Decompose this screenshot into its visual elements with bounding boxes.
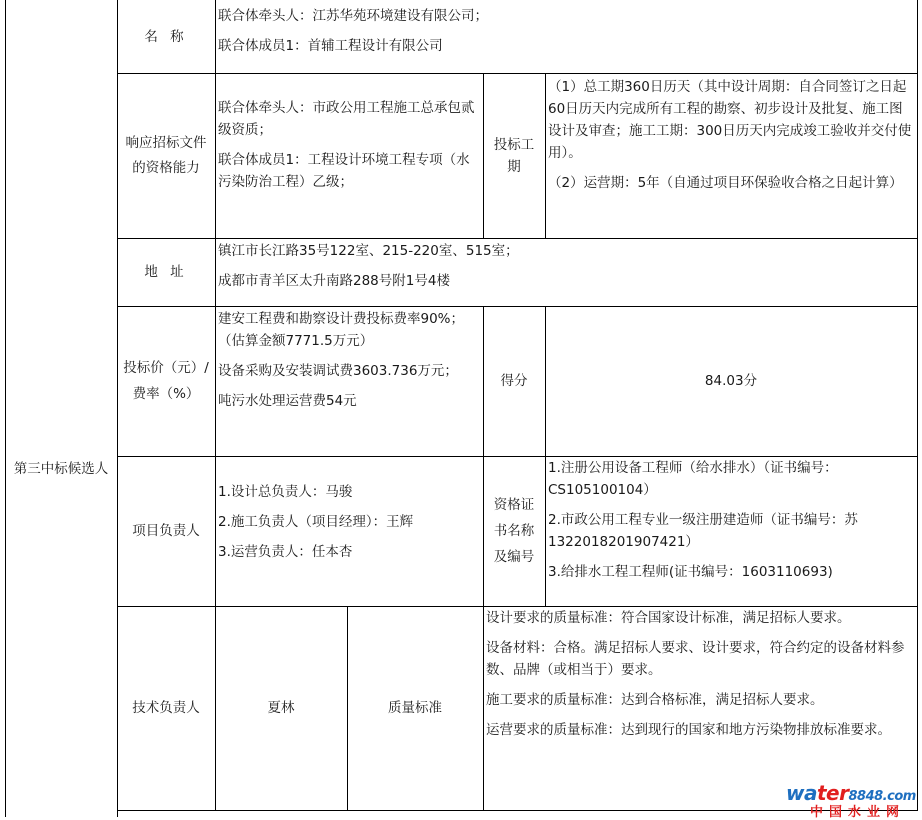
col-line-tech <box>347 606 348 810</box>
score-value: 84.03分 <box>704 373 758 389</box>
price-value <box>215 308 483 454</box>
certificate-line-3: 3.给排水工程工程师(证书编号：1603110693) <box>548 564 833 580</box>
qualification-line-1: 联合体牵头人：市政公用工程施工总承包贰级资质； <box>218 100 475 138</box>
period-value <box>545 76 915 236</box>
address-line-2: 成都市青羊区太升南路288号附1号4楼 <box>218 273 450 289</box>
period-label: 投标工期 <box>493 136 535 175</box>
watermark-brand: water8848.com <box>786 781 916 805</box>
row-line-5 <box>117 606 918 607</box>
col-line-period-right <box>545 73 546 238</box>
manager-line-1: 1.设计总负责人：马骏 <box>218 484 353 500</box>
name-line-1: 联合体牵头人：江苏华苑环境建设有限公司； <box>218 8 488 24</box>
name-label: 名 称 <box>144 28 188 45</box>
name-line-2: 联合体成员1：首辅工程设计有限公司 <box>218 38 443 54</box>
quality-line-1: 设计要求的质量标准：符合国家设计标准，满足招标人要求。 <box>486 610 851 626</box>
certificate-line-1: 1.注册公用设备工程师（给水排水）（证书编号：CS105100104） <box>548 460 838 498</box>
border-candidate <box>117 0 118 817</box>
quality-line-2: 设备材料：合格。满足招标人要求、设计要求，符合约定的设备材料参数、品牌（或相当于）要求。 <box>486 640 905 678</box>
col-line-score-right <box>545 306 546 456</box>
address-line-1: 镇江市长江路35号122室、215-220室、515室； <box>218 243 519 259</box>
row-line-4 <box>117 456 918 457</box>
row-line-2 <box>117 238 918 239</box>
price-label: 投标价（元）/费率（%） <box>123 360 209 402</box>
qualification-value <box>215 97 483 227</box>
period-line-2: （2）运营期：5年（自通过项目环保验收合格之日起计算） <box>548 175 903 191</box>
address-value <box>215 240 915 304</box>
border-right <box>917 0 918 810</box>
address-label: 地 址 <box>144 264 188 280</box>
candidate-label: 第三中标候选人 <box>13 460 109 477</box>
certificate-value <box>545 457 915 604</box>
quality-line-3: 施工要求的质量标准：达到合格标准，满足招标人要求。 <box>486 692 824 708</box>
watermark-logo <box>786 781 916 820</box>
col-line-cert-right <box>545 456 546 606</box>
score-label: 得分 <box>500 373 528 389</box>
manager-line-2: 2.施工负责人（项目经理）：王辉 <box>218 514 414 530</box>
border-left <box>5 0 6 817</box>
row-line-3 <box>117 306 918 307</box>
manager-value <box>215 481 483 581</box>
tech-value: 夏林 <box>267 700 295 716</box>
tech-label: 技术负责人 <box>132 700 200 716</box>
price-line-3: 吨污水处理运营费54元 <box>218 393 357 409</box>
period-line-1: （1）总工期360日历天（其中设计周期：自合同签订之日起60日历天内完成所有工程的勘察、初步设计及批复、施工图设计及审查；施工工期：300日历天内完成竣工验收并交付使用）。 <box>548 79 912 161</box>
qualification-label: 响应招标文件的资格能力 <box>125 134 207 176</box>
manager-line-3: 3.运营负责人：任本杏 <box>218 544 353 560</box>
col-line-quality <box>483 606 484 810</box>
certificate-line-2: 2.市政公用工程专业一级注册建造师（证书编号：苏1322018201907421） <box>548 512 858 550</box>
certificate-label: 资格证书名称及编号 <box>493 497 535 565</box>
quality-line-4: 运营要求的质量标准：达到现行的国家和地方污染物排放标准要求。 <box>486 722 891 738</box>
col-line-cert-left <box>483 456 484 606</box>
manager-label: 项目负责人 <box>132 523 200 539</box>
watermark-cn: 中国水业网 <box>810 805 906 820</box>
row-line-1 <box>117 73 918 74</box>
name-value <box>215 5 915 73</box>
col-line-score-left <box>483 306 484 456</box>
border-label-col <box>215 0 216 810</box>
col-line-period-left <box>483 73 484 238</box>
quality-value <box>483 607 915 809</box>
qualification-line-2: 联合体成员1：工程设计环境工程专项（水污染防治工程）乙级； <box>218 152 470 190</box>
price-line-2: 设备采购及安装调试费3603.736万元； <box>218 363 458 379</box>
quality-label: 质量标准 <box>388 700 442 716</box>
price-line-1: 建安工程费和勘察设计费投标费率90%；（估算金额7771.5万元） <box>218 311 465 349</box>
